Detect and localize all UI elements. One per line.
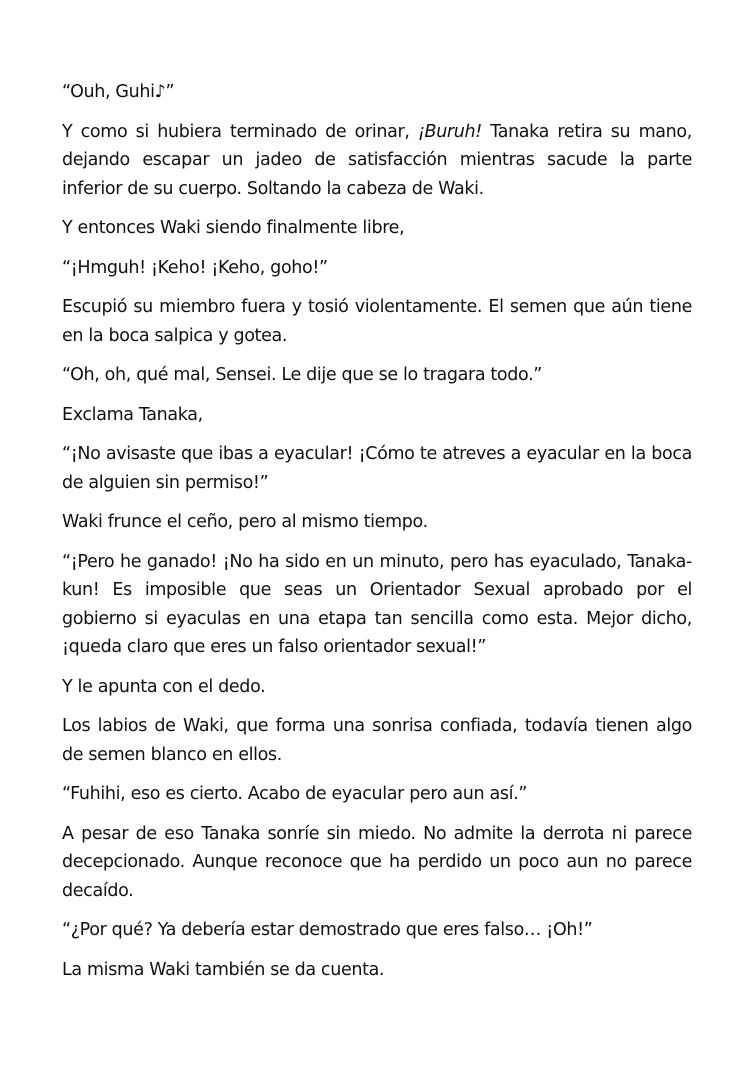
paragraph-11: Y le apunta con el dedo.: [62, 676, 266, 697]
paragraph-4: “¡Hmguh! ¡Keho! ¡Keho, goho!”: [62, 257, 328, 278]
paragraph-6: “Oh, oh, qué mal, Sensei. Le dije que se lo tragara todo.”: [62, 365, 543, 385]
paragraph-10: “¡Pero he ganado! ¡No ha sido en un minuto, pero has eyaculado, Tanaka-kun! Es imposible que seas un Orientador Sexual aprobado por el gobierno si eyaculas en una etapa tan sencilla como esta. Mejor dicho, ¡queda claro que eres un falso orientador sexual!”: [62, 551, 692, 657]
paragraph-3: Y entonces Waki siendo finalmente libre,: [62, 218, 405, 238]
paragraph-13: “Fuhihi, eso es cierto. Acabo de eyacular pero aun así.”: [62, 784, 528, 804]
paragraph-15: “¿Por qué? Ya debería estar demostrado que eres falso… ¡Oh!”: [62, 920, 593, 940]
paragraph-7: Exclama Tanaka,: [62, 404, 203, 425]
paragraph-14: A pesar de eso Tanaka sonríe sin miedo. No admite la derrota ni parece decepcionado. Aunque reconoce que ha perdido un poco aun no parece decaído.: [62, 823, 692, 901]
paragraph-9: Waki frunce el ceño, pero al mismo tiempo.: [62, 512, 428, 532]
paragraph-2-emphasis: ¡Buruh!: [417, 121, 482, 142]
document-page: [62, 78, 692, 995]
paragraph-12: Los labios de Waki, que forma una sonrisa confiada, todavía tienen algo de semen blanco en ellos.: [62, 716, 692, 765]
paragraph-16: La misma Waki también se da cuenta.: [62, 959, 385, 980]
paragraph-2-after: Tanaka retira su mano, dejando escapar un jadeo de satisfacción mientras sacude la parte inferior de su cuerpo. Soltando la cabeza de Waki.: [62, 121, 692, 199]
paragraph-2-before: Y como si hubiera terminado de orinar,: [62, 121, 418, 142]
paragraph-5: Escupió su miembro fuera y tosió violentamente. El semen que aún tiene en la boca salpica y gotea.: [62, 297, 692, 346]
paragraph-2: [62, 118, 692, 204]
paragraph-1: “Ouh, Guhi♪”: [62, 82, 175, 102]
paragraph-8: “¡No avisaste que ibas a eyacular! ¡Cómo te atreves a eyacular en la boca de alguien sin permiso!”: [62, 444, 692, 493]
